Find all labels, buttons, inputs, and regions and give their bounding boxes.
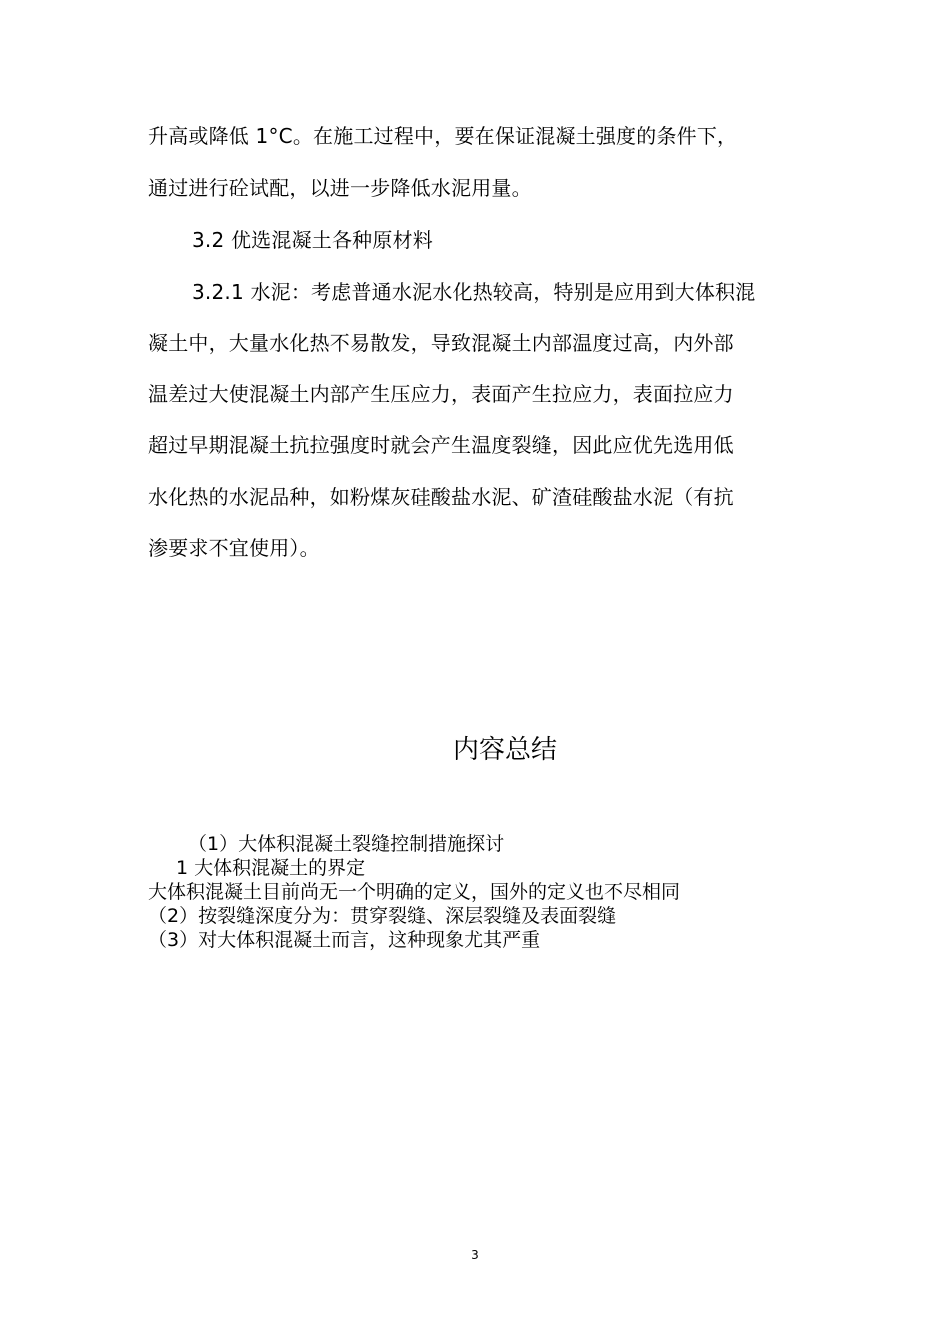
summary-title: 内容总结 <box>452 735 557 765</box>
body-text-line: 升高或降低 1°C。在施工过程中，要在保证混凝土强度的条件下， <box>148 124 738 148</box>
body-text-line: 水化热的水泥品种，如粉煤灰硅酸盐水泥、矿渣硅酸盐水泥（有抗 <box>148 485 734 509</box>
summary-item: 大体积混凝土目前尚无一个明确的定义，国外的定义也不尽相同 <box>148 881 681 903</box>
body-text-line: 渗要求不宜使用）。 <box>148 536 320 560</box>
body-text-line: 超过早期混凝土抗拉强度时就会产生温度裂缝，因此应优先选用低 <box>148 433 734 457</box>
page-number: 3 <box>471 1248 479 1262</box>
summary-item: 1 大体积混凝土的界定 <box>176 857 366 879</box>
body-text-line: 温差过大使混凝土内部产生压应力，表面产生拉应力，表面拉应力 <box>148 382 734 406</box>
summary-item: （1）大体积混凝土裂缝控制措施探讨 <box>188 833 505 855</box>
summary-item: （3）对大体积混凝土而言，这种现象尤其严重 <box>148 929 541 951</box>
body-text-line: 3.2.1 水泥：考虑普通水泥水化热较高，特别是应用到大体积混 <box>192 280 756 304</box>
summary-item: （2）按裂缝深度分为：贯穿裂缝、深层裂缝及表面裂缝 <box>148 905 617 927</box>
body-text-line: 凝土中，大量水化热不易散发，导致混凝土内部温度过高，内外部 <box>148 331 734 355</box>
section-heading: 3.2 优选混凝土各种原材料 <box>192 228 433 252</box>
body-text-line: 通过进行砼试配，以进一步降低水泥用量。 <box>148 176 532 200</box>
